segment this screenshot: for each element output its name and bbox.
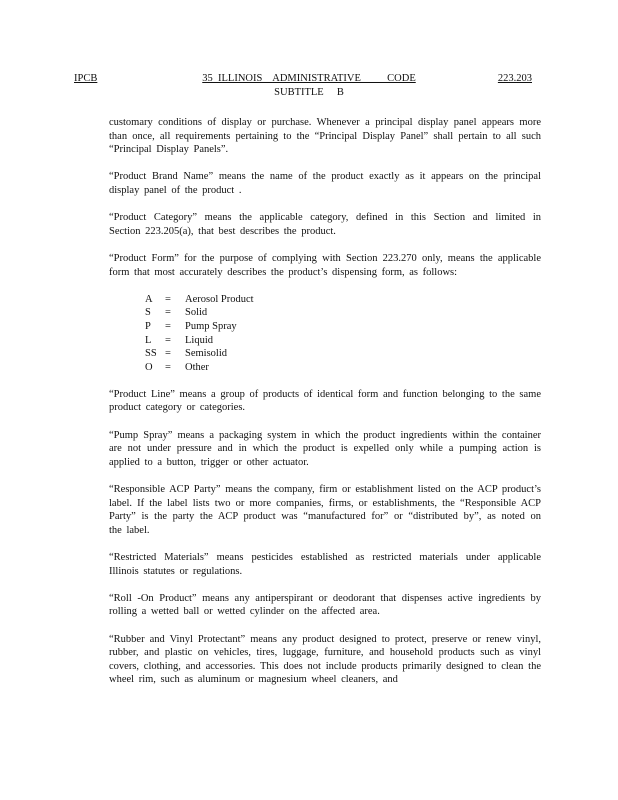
product-form-list [145,293,541,375]
definition-responsible-acp-party: “Responsible ACP Party” means the company, firm or establishment listed on the ACP product’s label. If the label lists two or more companies, firms, or establishments, the “Responsible ACP Party” is the party the ACP product was “manufactured for” or “distributed by”, as noted on the label. [109,484,541,536]
document-body [109,116,541,701]
product-form-code: S [145,307,151,319]
product-form-description: Liquid [185,334,213,346]
definition-pump-spray: “Pump Spray” means a packaging system in which the product ingredients within the container are not under pressure and in which the product is expelled only while a pumping action is applied to a button, trigger or other actuator. [109,429,541,468]
product-form-code: L [145,334,152,346]
definition-product-category: “Product Category” means the applicable category, defined in this Section and limited in Section 223.205(a), that best describes the product. [109,212,541,237]
definition-product-line: “Product Line” means a group of products of identical form and function belonging to the same product category or categories. [109,388,541,414]
equals-sign: = [165,307,171,319]
product-form-code: P [145,320,151,332]
definition-product-form: “Product Form” for the purpose of complying with Section 223.270 only, means the applicable form that most accurately describes the product’s dispensing form, as follows: [109,252,541,278]
equals-sign: = [165,361,171,373]
header-subtitle-text: SUBTITLE B [274,87,344,98]
product-form-item [145,347,541,361]
header-title-text: 35 ILLINOIS ADMINISTRATIVE CODE [202,73,416,84]
product-form-item [145,293,541,307]
product-form-item [145,306,541,320]
product-form-code: O [145,361,153,373]
definition-product-brand-name: “Product Brand Name” means the name of the product exactly as it appears on the principal display panel of the product . [109,171,541,196]
product-form-code: A [145,293,153,305]
header-agency: IPCB [74,73,98,84]
product-form-code: SS [145,348,157,360]
header-subtitle [0,86,618,100]
equals-sign: = [165,320,171,332]
paragraph-principal-display-panel: customary conditions of display or purchase. Whenever a principal display panel appears more than once, all requirements pertaining to the “Principal Display Panel” shall pertain to all such “Principal Display Panels”. [109,117,541,156]
product-form-item [145,320,541,334]
equals-sign: = [165,293,171,305]
product-form-description: Solid [185,307,208,319]
product-form-description: Semisolid [185,348,228,360]
product-form-description: Aerosol Product [185,293,254,305]
product-form-item [145,361,541,375]
product-form-item [145,334,541,348]
product-form-description: Other [185,361,209,373]
header-section-number: 223.203 [497,73,532,84]
definition-restricted-materials: “Restricted Materials” means pesticides established as restricted materials under applicable Illinois statutes or regulations. [109,552,541,577]
page-header [0,72,618,102]
equals-sign: = [165,348,171,360]
definition-roll-on-product: “Roll -On Product” means any antiperspirant or deodorant that dispenses active ingredients by rolling a wetted ball or wetted cylinder on the affected area. [109,592,541,618]
equals-sign: = [165,334,171,346]
product-form-description: Pump Spray [185,320,237,332]
definition-rubber-vinyl-protectant: “Rubber and Vinyl Protectant” means any product designed to protect, preserve or renew vinyl, rubber, and plastic on vehicles, tires, luggage, furniture, and household products such as vinyl covers, clothing, and accessories. This does not include products primarily designed to clean the wheel rim, such as aluminum or magnesium wheel cleaners, and [109,633,541,686]
